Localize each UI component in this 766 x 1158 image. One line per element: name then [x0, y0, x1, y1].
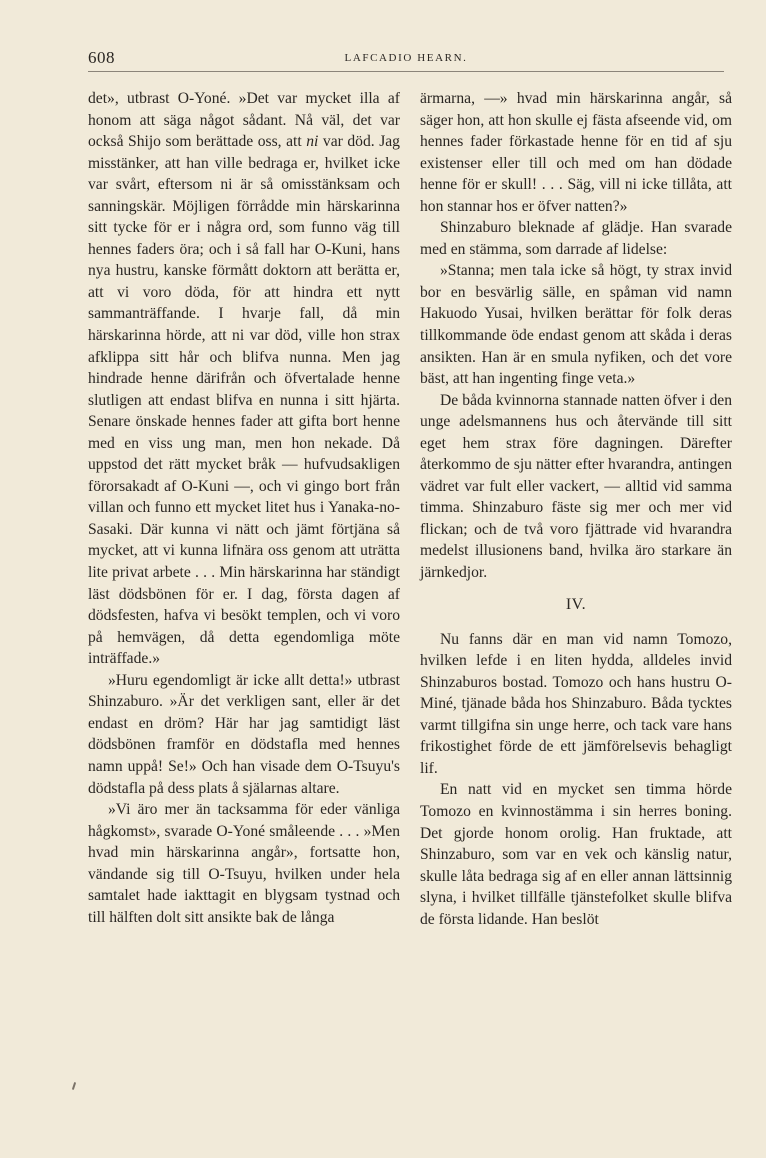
- text-run: var död. Jag misstänker, att han ville bedraga er, hvilket icke var svårt, eftersom ni är så omisstänksam och sanningskär. Möjligen förrådde min härskarinna sitt tycke för er i några ord, som funno väg till hennes faders öra; och i så fall har O-Kuni, hans nya hustru, kanske förmått doktorn att berätta er, att vi voro döda, för att hindra ett nytt sammanträffande. I hvarje fall, då min härskarinna hörde, att ni var död, ville hon strax afklippa sitt hår och blifva nunna. Men jag hindrade henne därifrån och öfvertalade henne slutligen att endast blifva en nunna i sitt hjärta. Senare önskade hennes fader att gifta bort henne med en viss ung man, men hon nekade. Då uppstod det rätt mycket bråk — hufvudsakligen förorsakadt af O-Kuni —, och vi gingo bort från villan och funno ett mycket litet hus i Yanaka-no-Sasaki. Där kunna vi nätt och jämt förtjäna så mycket, att vi kunna lifnära oss genom att uträtta lite privat arbete . . . Min härskarinna har ständigt läst dödsbönen för er. I dag, första dagen af dödsfesten, hafva vi besökt templen, och vi voro på hemvägen, då detta egendomliga möte inträffade.»: [88, 133, 400, 668]
- page-number: 608: [88, 48, 115, 67]
- section-heading: IV.: [565, 595, 587, 613]
- page-header: [88, 48, 724, 72]
- italic-word: ni: [306, 133, 319, 151]
- paragraph: »Huru egendomligt är icke allt detta!» utbrast Shinzaburo. »Är det verkligen sant, eller är det endast en dröm? Här har jag samtidigt läst dödsbönen framför en dödstafla med hennes namn uppå! Se!» Och han visade dem O-Tsuyu's dödstafla på dess plats å själarnas altare.: [88, 671, 400, 797]
- paragraph: [88, 88, 400, 670]
- left-column: [88, 88, 400, 928]
- paragraph: De båda kvinnorna stannade natten öfver i den unge adelsmannens hus och återvände till sitt eget hem strax före dagningen. Därefter återkommo de sju nätter efter hvarandra, antingen vädret var fult eller vackert, — alltid vid samma timma. Shinzaburo fäste sig mer och mer vid flickan; och de två voro fjättrade vid hvarandra medelst illusionens band, hvilka äro starkare än järnkedjor.: [420, 391, 732, 582]
- paragraph: ärmarna, —» hvad min härskarinna angår, så säger hon, att hon skulle ej fästa afseende vid, om hennes fader förkastade henne för en tid af sju existenser eller till och med om han dödade henne för er skull! . . . Säg, vill ni icke tillåta, att hon stannar hos er öfver natten?»: [420, 90, 732, 215]
- right-column: [420, 88, 732, 930]
- paragraph: Nu fanns där en man vid namn Tomozo, hvilken lefde i en liten hydda, alldeles invid Shinzaburos bostad. Tomozo och hans hustru O-Miné, tjänade båda hos Shinzaburo. Båda tycktes varmt tillgifna sin unge herre, och tack vare hans frikostighet förde de ett jämförelsevis behagligt lif.: [420, 630, 732, 777]
- header-rule: [88, 71, 724, 72]
- paragraph: »Vi äro mer än tacksamma för eder vänliga hågkomst», svarade O-Yoné småleende . . . »Men hvad min härskarinna angår», fortsatte hon, vändande sig till O-Tsuyu, hvilken under hela samtalet hade iakttagit en blygsam tystnad och till hälften dolt sitt ansikte bak de långa: [88, 801, 400, 926]
- paragraph: Shinzaburo bleknade af glädje. Han svarade med en stämma, som darrade af lidelse:: [420, 219, 732, 258]
- ink-speck: [72, 1082, 76, 1090]
- running-title: LAFCADIO HEARN.: [344, 52, 468, 64]
- text-run: det», utbrast O-Yoné. »Det var mycket illa af honom att säga något sådant. Nå väl, det var också Shijo som berättade oss, att: [88, 90, 400, 151]
- paragraph: En natt vid en mycket sen timma hörde Tomozo en kvinnostämma i sin herres boning. Det gjorde honom orolig. Han fruktade, att Shinzaburo, som var en vek och känslig natur, skulle låta bedraga sig af en eller annan lättsinnig slyna, i hvilket tillfälle tjänstefolket skulle blifva de första lidande. Han beslöt: [420, 781, 732, 928]
- paragraph: »Stanna; men tala icke så högt, ty strax invid bor en besvärlig sälle, en spåman vid namn Hakuodo Yusai, hvilken berättar för folk deras tillkommande öde endast genom att skåda i deras ansikten. Han är en smula nyfiken, och det vore bäst, att han ingenting finge veta.»: [420, 262, 732, 388]
